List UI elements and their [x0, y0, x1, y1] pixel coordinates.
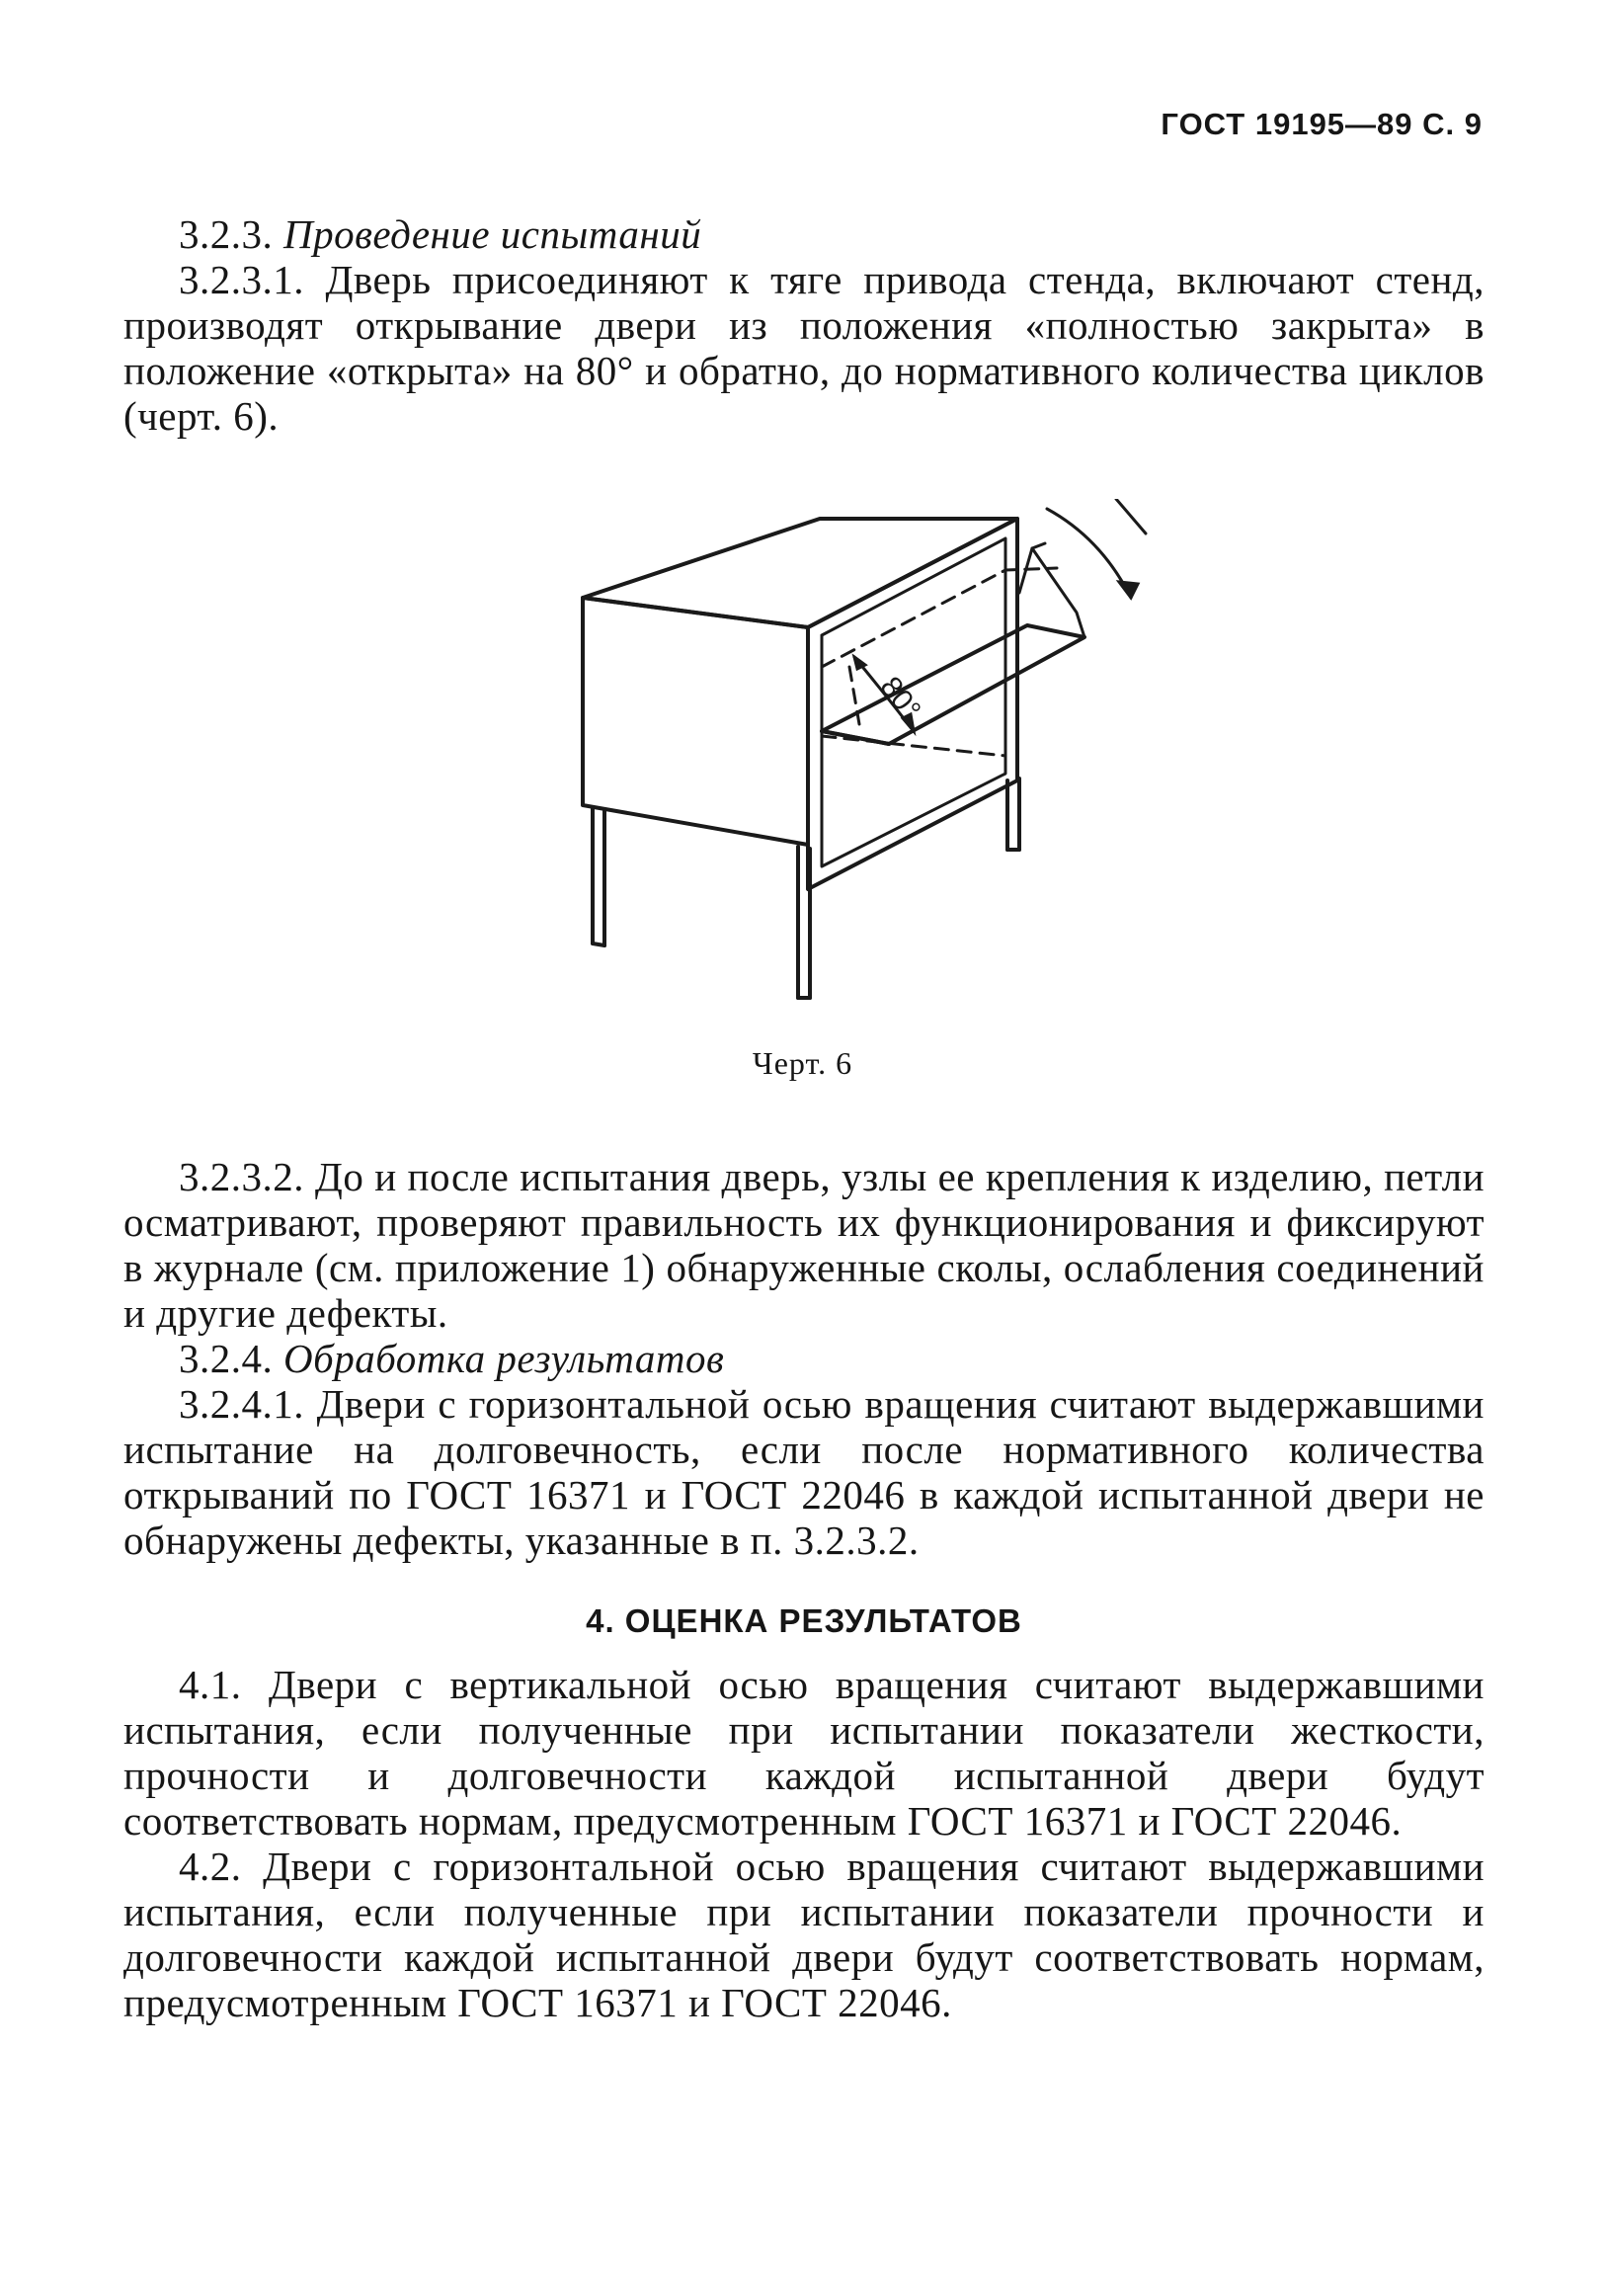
cabinet-door-diagram — [563, 499, 1156, 1032]
section-4-title: 4. ОЦЕНКА РЕЗУЛЬТАТОВ — [586, 1602, 1022, 1639]
paragraph-number: 3.2.4.1. — [179, 1381, 304, 1427]
paragraph-number: 3.2.3.1. — [179, 257, 304, 302]
paragraph-number: 3.2.3.2. — [179, 1154, 304, 1199]
heading-3-2-3 — [123, 211, 1485, 257]
paragraph-3-2-4-1 — [123, 1381, 1485, 1563]
section-3-2-3-2 — [123, 1154, 1485, 1563]
paragraph-4-1 — [123, 1662, 1485, 1844]
running-head: ГОСТ 19195—89 С. 9 — [1161, 107, 1483, 141]
leg-left-foot — [593, 943, 604, 945]
paragraph-number: 4.1. — [179, 1662, 242, 1707]
door-hinge-top — [1032, 543, 1045, 548]
paragraph-text: Двери с вертикальной осью вращения считают выдержавшими испытания, если полученные при испытании показатели жесткости, прочности и долговечности каждой испытанной двери будут соответствовать нормам, предусмотренным ГОСТ 16371 и ГОСТ 22046. — [123, 1662, 1485, 1844]
door-open-position — [822, 625, 1084, 744]
paragraph-text: До и после испытания дверь, узлы ее крепления к изделию, петли осматривают, проверяют правильность их функционирования и фиксируют в журнале (см. приложение 1) обнаруженные сколы, ослабления соединений и другие дефекты. — [123, 1154, 1485, 1336]
paragraph-text: Двери с горизонтальной осью вращения считают выдержавшими испытания, если полученные при испытании показатели прочности и долговечности каждой испытанной двери будут соответствовать нормам, предусмотренным ГОСТ 16371 и ГОСТ 22046. — [123, 1844, 1485, 2025]
figure-caption: Черт. 6 — [752, 1045, 853, 1081]
heading-3-2-4 — [123, 1336, 1485, 1381]
section-4 — [123, 1599, 1485, 2025]
paragraph-3-2-3-2 — [123, 1154, 1485, 1336]
paragraph-3-2-3-1 — [123, 257, 1485, 439]
heading-number: 3.2.3. — [179, 211, 274, 257]
drawing-6 — [563, 499, 1156, 1032]
section-3-2-3 — [123, 211, 1485, 439]
paragraph-number: 4.2. — [179, 1844, 242, 1889]
rotation-arrow-tick — [1116, 499, 1146, 533]
paragraph-text: Дверь присоединяют к тяге привода стенда, включают стенд, производят открывание двери из положения «полностью закрыта» в положение «открыта» на 80° и обратно, до нормативного количества циклов (черт. 6). — [123, 257, 1485, 439]
paragraph-text: Двери с горизонтальной осью вращения считают выдержавшими испытание на долговечность, если после нормативного количества открываний по ГОСТ 16371 и ГОСТ 22046 в каждой испытанной двери не обнаружены дефекты, указанные в п. 3.2.3.2. — [123, 1381, 1485, 1563]
hidden-edge-dashed — [822, 736, 1005, 756]
heading-title: Проведение испытаний — [283, 211, 702, 257]
heading-number: 3.2.4. — [179, 1336, 274, 1381]
heading-title: Обработка результатов — [283, 1336, 725, 1381]
angle-label: 80° — [873, 670, 927, 727]
rotation-arrowhead — [1119, 582, 1138, 598]
paragraph-4-2 — [123, 1844, 1485, 2025]
angle-arrowhead-top — [854, 657, 865, 669]
cabinet-side-panel — [583, 598, 808, 845]
cabinet-top-outline — [583, 519, 1017, 627]
rotation-arrow-arc — [1047, 509, 1131, 598]
